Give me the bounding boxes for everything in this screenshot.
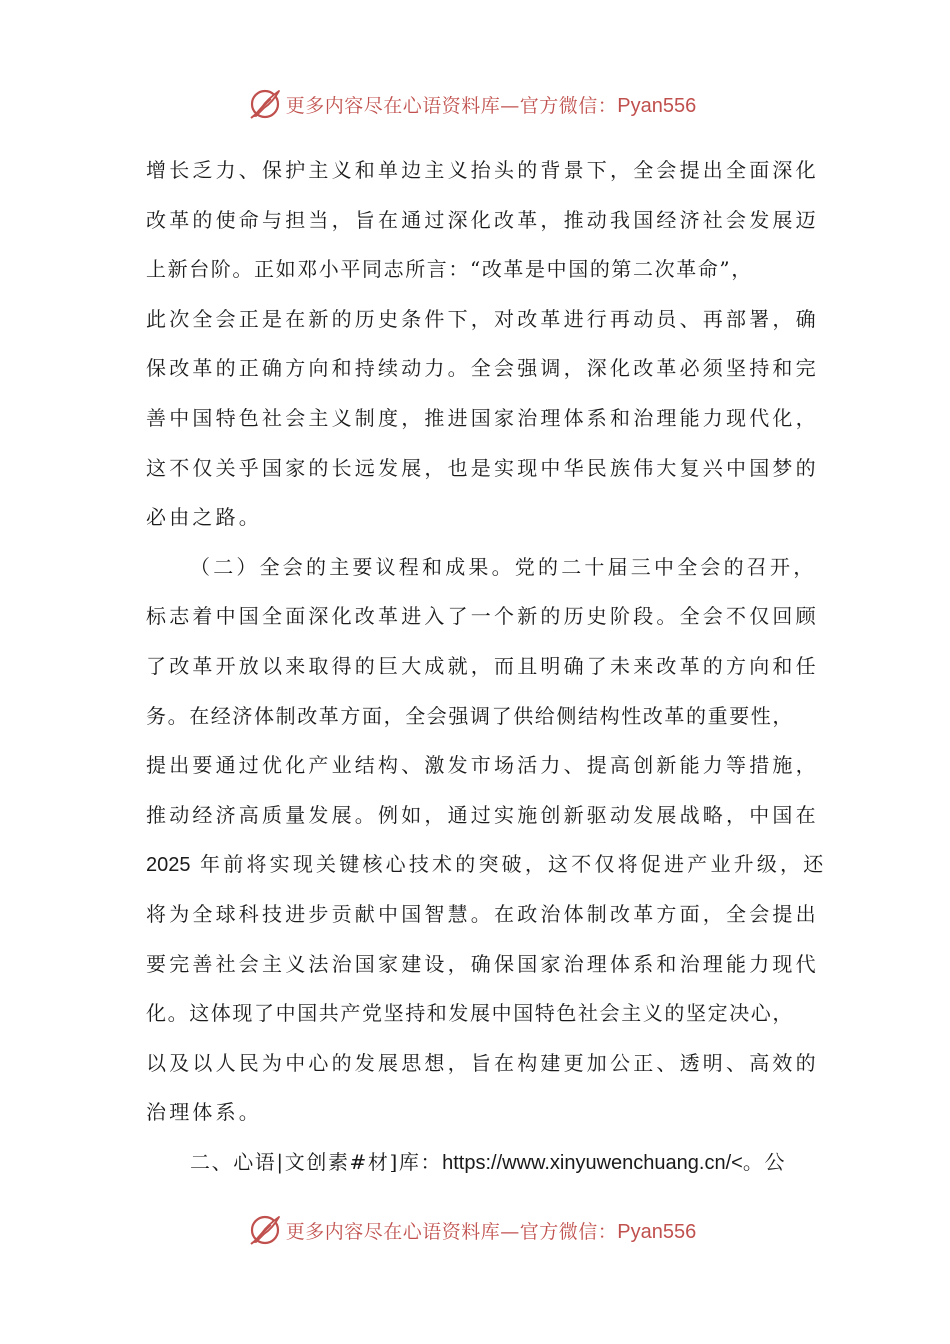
text-line-8: 必由之路。 [146, 505, 262, 530]
text-line-12: 务。在经济体制改革方面，全会强调了供给侧结构性改革的重要性， [146, 703, 794, 728]
text-line-4: 此次全会正是在新的历史条件下，对改革进行再动员、再部署，确 [146, 306, 819, 331]
text-line-21 [146, 1138, 810, 1188]
text-line-20: 治理体系。 [146, 1100, 262, 1125]
text-line-16: 将为全球科技进步贡献中国智慧。在政治体制改革方面，全会提出 [146, 901, 819, 926]
text-line-17: 要完善社会主义法治国家建设，确保国家治理体系和治理能力现代 [146, 951, 819, 976]
quill-logo-icon [248, 1213, 282, 1247]
header-brand-text [286, 91, 696, 118]
text-line-3: 上新台阶。正如邓小平同志所言：“改革是中国的第二次革命”， [146, 257, 753, 282]
source-url: https://www.xinyuwenchuang.cn/< [442, 1151, 743, 1174]
footer-wechat-id: Pyan556 [617, 1220, 697, 1243]
header-brand-label: 更多内容尽在心语资料库—官方微信： [285, 94, 618, 117]
text-line-10: 标志着中国全面深化改革进入了一个新的历史阶段。全会不仅回顾 [146, 604, 819, 629]
footer-banner [0, 1210, 950, 1250]
text-line-19: 以及以人民为中心的发展思想，旨在构建更加公正、透明、高效的 [146, 1050, 819, 1075]
footer-brand-text [286, 1217, 696, 1244]
text-line-2: 改革的使命与担当，旨在通过深化改革，推动我国经济社会发展迈 [146, 207, 819, 232]
text-line-6: 善中国特色社会主义制度，推进国家治理体系和治理能力现代化， [146, 405, 819, 430]
footer-brand-label: 更多内容尽在心语资料库—官方微信： [285, 1220, 618, 1243]
text-line-5: 保改革的正确方向和持续动力。全会强调，深化改革必须坚持和完 [146, 356, 819, 381]
text-line-14: 推动经济高质量发展。例如，通过实施创新驱动发展战略，中国在 [146, 802, 819, 827]
year-number: 2025 [146, 854, 191, 877]
text-line-15-rest: 年前将实现关键核心技术的突破，这不仅将促进产业升级，还 [190, 852, 827, 877]
text-line-11: 了改革开放以来取得的巨大成就，而且明确了未来改革的方向和任 [146, 653, 819, 678]
section-two-lead: 二、心语|文创素#材]库： [190, 1149, 443, 1174]
section-two-tail: 。公 [742, 1149, 787, 1174]
quill-logo-icon [248, 87, 282, 121]
text-line-13: 提出要通过优化产业结构、激发市场活力、提高创新能力等措施， [146, 753, 819, 778]
text-line-1: 增长乏力、保护主义和单边主义抬头的背景下，全会提出全面深化 [146, 158, 819, 182]
header-banner [0, 84, 950, 124]
header-wechat-id: Pyan556 [617, 94, 697, 117]
text-line-18: 化。这体现了中国共产党坚持和发展中国特色社会主义的坚定决心， [146, 1001, 794, 1026]
text-line-15 [146, 840, 827, 890]
text-line-7: 这不仅关乎国家的长远发展，也是实现中华民族伟大复兴中国梦的 [146, 455, 819, 480]
section-heading-line: （二）全会的主要议程和成果。党的二十届三中全会的召开， [190, 554, 817, 579]
document-body [146, 146, 827, 1187]
